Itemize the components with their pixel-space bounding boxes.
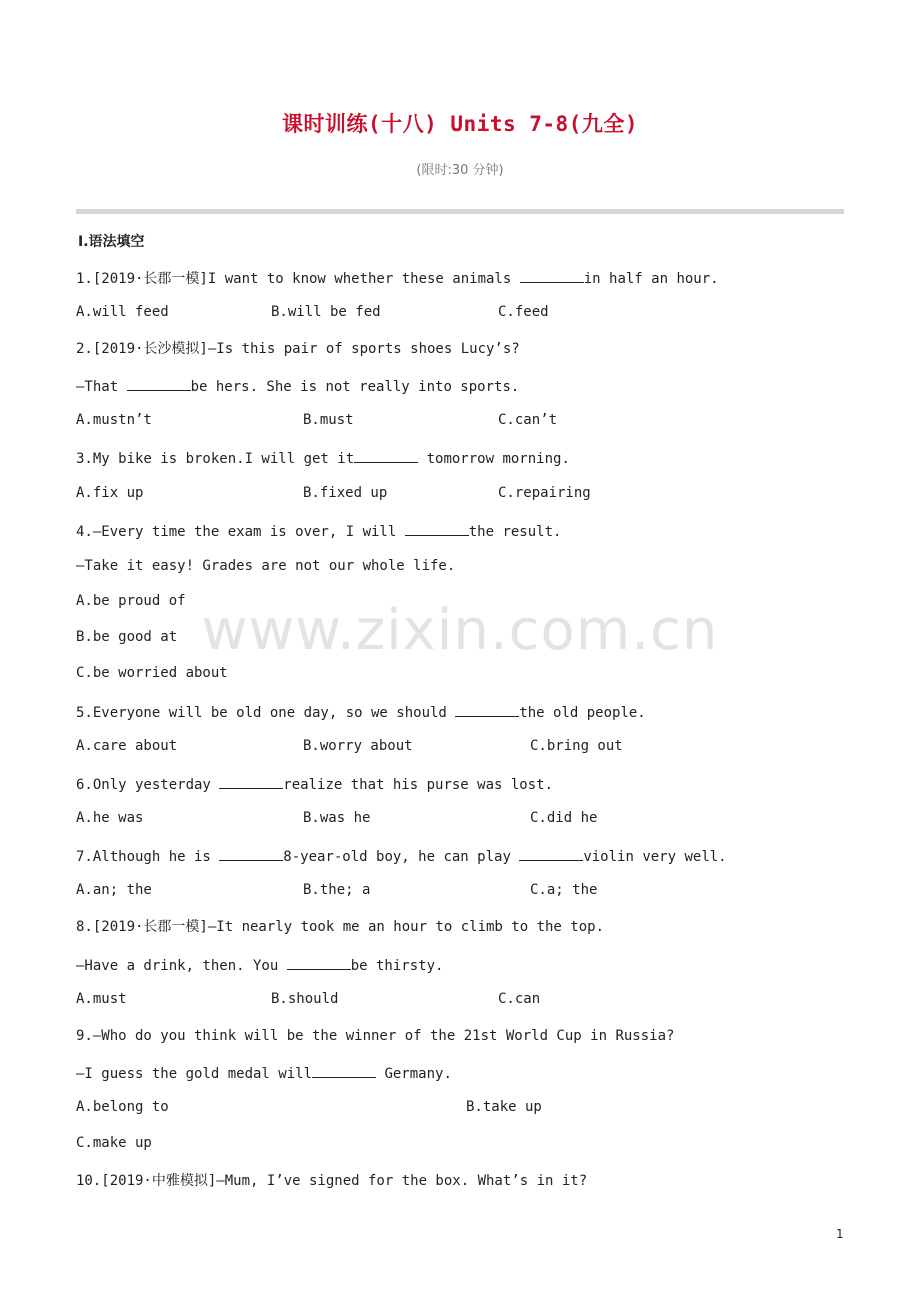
question-1: 1.[2019·长郡一模]I want to know whether these animals in half an hour. bbox=[76, 268, 719, 288]
option-b: B.should bbox=[271, 991, 339, 1007]
option-c: C.be worried about bbox=[76, 665, 228, 681]
option-a: A.an; the bbox=[76, 882, 152, 898]
option-c: C.bring out bbox=[530, 738, 623, 754]
option-a: A.fix up bbox=[76, 485, 144, 501]
answer-blank bbox=[354, 448, 418, 463]
question-9: 9.—Who do you think will be the winner of the 21st World Cup in Russia? bbox=[76, 1028, 675, 1044]
answer-blank bbox=[520, 268, 584, 283]
question-8: 8.[2019·长郡一模]—It nearly took me an hour to climb to the top. bbox=[76, 919, 605, 935]
option-a: A.belong to bbox=[76, 1099, 169, 1115]
answer-blank bbox=[312, 1063, 376, 1078]
option-a: A.be proud of bbox=[76, 593, 186, 609]
option-c: C.can bbox=[498, 991, 541, 1007]
answer-blank bbox=[455, 702, 519, 717]
time-limit: (限时:30 分钟) bbox=[416, 163, 504, 178]
page-title: 课时训练(十八) Units 7-8(九全) bbox=[281, 112, 638, 136]
option-c: C.repairing bbox=[498, 485, 591, 501]
question-6: 6.Only yesterday realize that his purse was lost. bbox=[76, 774, 553, 794]
question-5: 5.Everyone will be old one day, so we should the old people. bbox=[76, 702, 646, 722]
option-b: B.was he bbox=[303, 810, 371, 826]
option-a: A.mustn’t bbox=[76, 412, 152, 428]
answer-blank bbox=[127, 376, 191, 391]
question-2: 2.[2019·长沙模拟]—Is this pair of sports shoes Lucy’s? bbox=[76, 341, 520, 357]
answer-blank bbox=[219, 774, 283, 789]
answer-blank bbox=[219, 846, 283, 861]
answer-blank bbox=[519, 846, 583, 861]
page-number: 1 bbox=[836, 1227, 844, 1241]
option-c: C.feed bbox=[498, 304, 549, 320]
question-4: 4.—Every time the exam is over, I will the result. bbox=[76, 521, 561, 541]
answer-blank bbox=[287, 955, 351, 970]
question-10: 10.[2019·中雅模拟]—Mum, I’ve signed for the box. What’s in it? bbox=[76, 1173, 588, 1189]
option-b: B.must bbox=[303, 412, 354, 428]
question-4-reply: —Take it easy! Grades are not our whole life. bbox=[76, 558, 456, 574]
option-c: C.a; the bbox=[530, 882, 598, 898]
option-b: B.the; a bbox=[303, 882, 371, 898]
question-3: 3.My bike is broken.I will get it tomorrow morning. bbox=[76, 448, 570, 468]
watermark: www.zixin.com.cn bbox=[201, 598, 719, 663]
option-a: A.will feed bbox=[76, 304, 169, 320]
answer-blank bbox=[405, 521, 469, 536]
option-c: C.make up bbox=[76, 1135, 152, 1151]
option-b: B.will be fed bbox=[271, 304, 381, 320]
question-7: 7.Although he is 8-year-old boy, he can play violin very well. bbox=[76, 846, 727, 866]
option-a: A.care about bbox=[76, 738, 178, 754]
option-c: C.can’t bbox=[498, 412, 558, 428]
question-8-reply: —Have a drink, then. You be thirsty. bbox=[76, 955, 443, 975]
option-a: A.must bbox=[76, 991, 127, 1007]
option-b: B.take up bbox=[466, 1099, 542, 1115]
divider bbox=[76, 209, 844, 214]
option-c: C.did he bbox=[530, 810, 598, 826]
question-2-reply: —That be hers. She is not really into sports. bbox=[76, 376, 519, 396]
option-b: B.be good at bbox=[76, 629, 178, 645]
question-9-reply: —I guess the gold medal will Germany. bbox=[76, 1063, 452, 1083]
option-b: B.worry about bbox=[303, 738, 413, 754]
option-b: B.fixed up bbox=[303, 485, 388, 501]
option-a: A.he was bbox=[76, 810, 144, 826]
section-heading: Ⅰ.语法填空 bbox=[78, 234, 145, 250]
